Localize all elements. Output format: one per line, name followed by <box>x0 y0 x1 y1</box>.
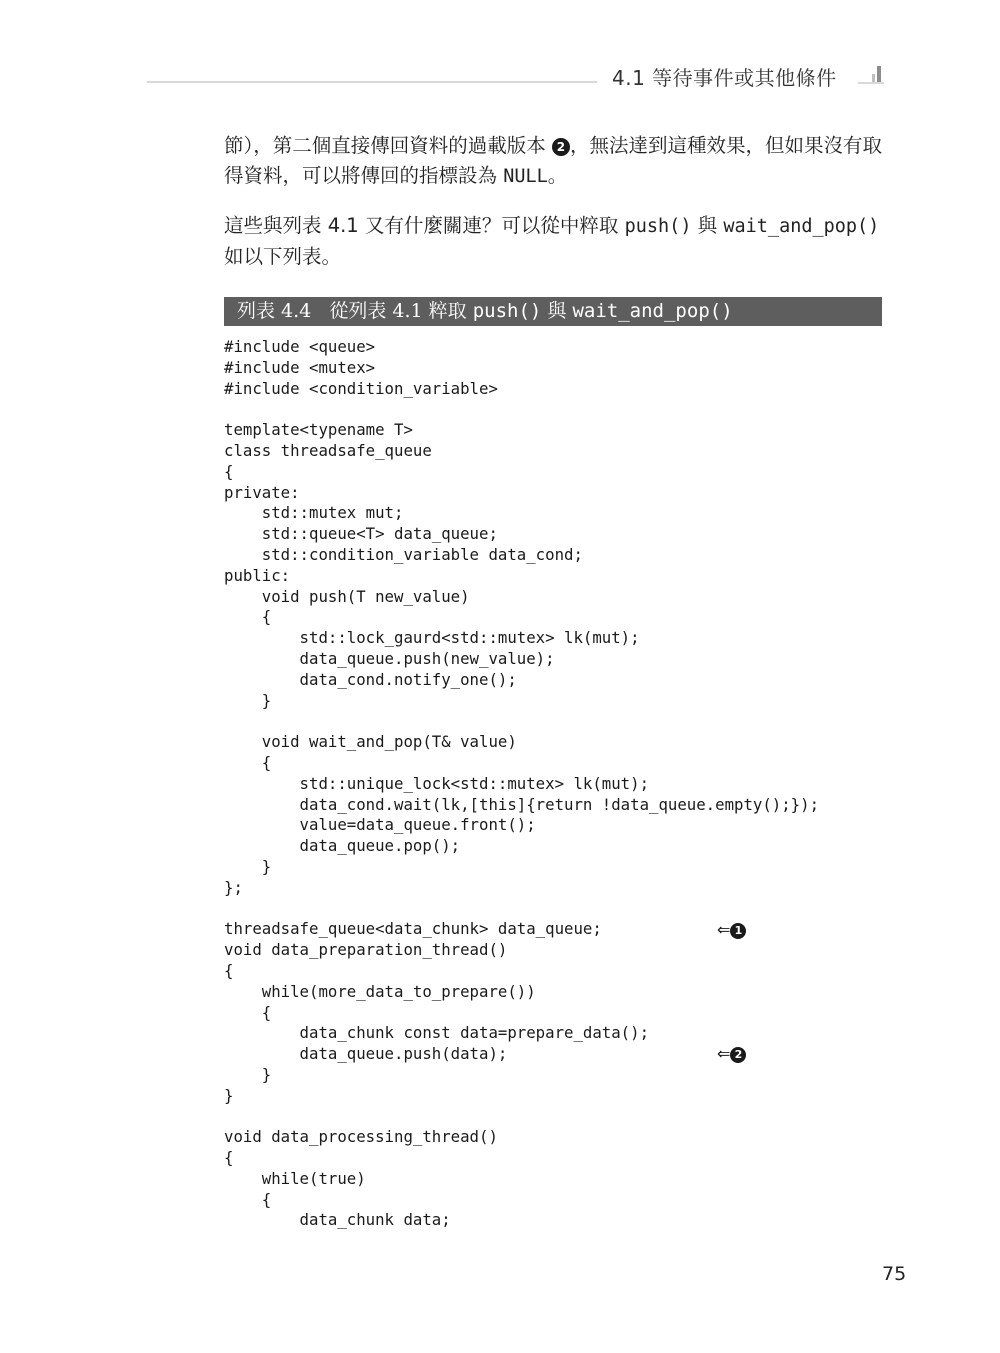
code-line: data_queue.push(new_value); <box>224 648 555 668</box>
code-line: value=data_queue.front(); <box>224 815 536 835</box>
code-line <box>224 899 819 920</box>
body-paragraph-1: 節），第二個直接傳回資料的過載版本 2 ，無法達到這種效果，但如果沒有取得資料，可以將傳回的指標設為 NULL。 <box>224 134 882 187</box>
listing-caption: 列表 4.4 從列表 4.1 粹取 push() 與 wait_and_pop() <box>224 297 882 326</box>
header-rule <box>147 81 597 83</box>
code-line: } <box>224 1085 234 1105</box>
code-listing <box>224 337 819 1231</box>
code-line: std::mutex mut; <box>224 503 404 523</box>
callout-marker-1: 1 <box>730 923 746 939</box>
code-callout-2 <box>717 1045 746 1063</box>
code-line: data_queue.push(data); <box>224 1044 508 1064</box>
code-line: while(true) <box>224 1168 366 1188</box>
callout-marker-2: 2 <box>552 138 570 156</box>
left-arrow-icon: ⇐ <box>717 920 731 939</box>
code-line: } <box>224 1064 272 1084</box>
code-line: while(more_data_to_prepare()) <box>224 981 536 1001</box>
code-line: void push(T new_value) <box>224 586 470 606</box>
body-paragraph-2: 這些與列表 4.1 又有什麼關連？可以從中粹取 push() 與 wait_and_pop() 如以下列表。 <box>224 214 880 268</box>
code-line: void data_processing_thread() <box>224 1127 498 1147</box>
code-line: } <box>224 856 272 876</box>
code-line: #include <mutex> <box>224 357 376 377</box>
code-line: std::lock_gaurd<std::mutex> lk(mut); <box>224 628 640 648</box>
code-line: { <box>224 461 234 481</box>
inline-code: wait_and_pop() <box>723 216 880 237</box>
code-line: std::unique_lock<std::mutex> lk(mut); <box>224 773 650 793</box>
code-line: data_cond.wait(lk,[this]{return !data_queue.empty();}); <box>224 794 820 814</box>
header-bars-decoration <box>858 66 884 84</box>
section-title: 4.1 等待事件或其他條件 <box>612 66 837 90</box>
code-line <box>224 399 819 420</box>
code-line <box>224 711 819 732</box>
code-line: class threadsafe_queue <box>224 440 432 460</box>
code-line: std::queue<T> data_queue; <box>224 524 498 544</box>
code-line: { <box>224 752 272 772</box>
code-line: { <box>224 960 234 980</box>
code-line: data_queue.pop(); <box>224 836 461 856</box>
code-line: public: <box>224 565 291 585</box>
left-arrow-icon: ⇐ <box>717 1044 731 1063</box>
callout-marker-2: 2 <box>730 1047 746 1063</box>
code-line: } <box>224 690 272 710</box>
code-line: void wait_and_pop(T& value) <box>224 732 517 752</box>
code-line: { <box>224 1002 272 1022</box>
code-line: { <box>224 1189 272 1209</box>
code-line <box>224 1106 819 1127</box>
code-line: template<typename T> <box>224 420 413 440</box>
code-line: data_cond.notify_one(); <box>224 669 517 689</box>
code-line: #include <queue> <box>224 337 376 356</box>
page-number: 75 <box>882 1263 907 1285</box>
inline-code: push() <box>624 216 692 237</box>
code-line: { <box>224 607 272 627</box>
inline-code: NULL <box>503 166 548 187</box>
code-line: }; <box>224 877 243 897</box>
code-line: { <box>224 1148 234 1168</box>
code-line: threadsafe_queue<data_chunk> data_queue; <box>224 919 602 939</box>
listing-label: 列表 4.4 <box>237 300 312 322</box>
code-line: #include <condition_variable> <box>224 378 498 398</box>
code-line: private: <box>224 482 300 502</box>
code-line: std::condition_variable data_cond; <box>224 544 583 564</box>
code-line: data_chunk const data=prepare_data(); <box>224 1023 650 1043</box>
code-line: void data_preparation_thread() <box>224 940 508 960</box>
code-callout-1 <box>717 921 746 939</box>
code-line: data_chunk data; <box>224 1210 451 1230</box>
